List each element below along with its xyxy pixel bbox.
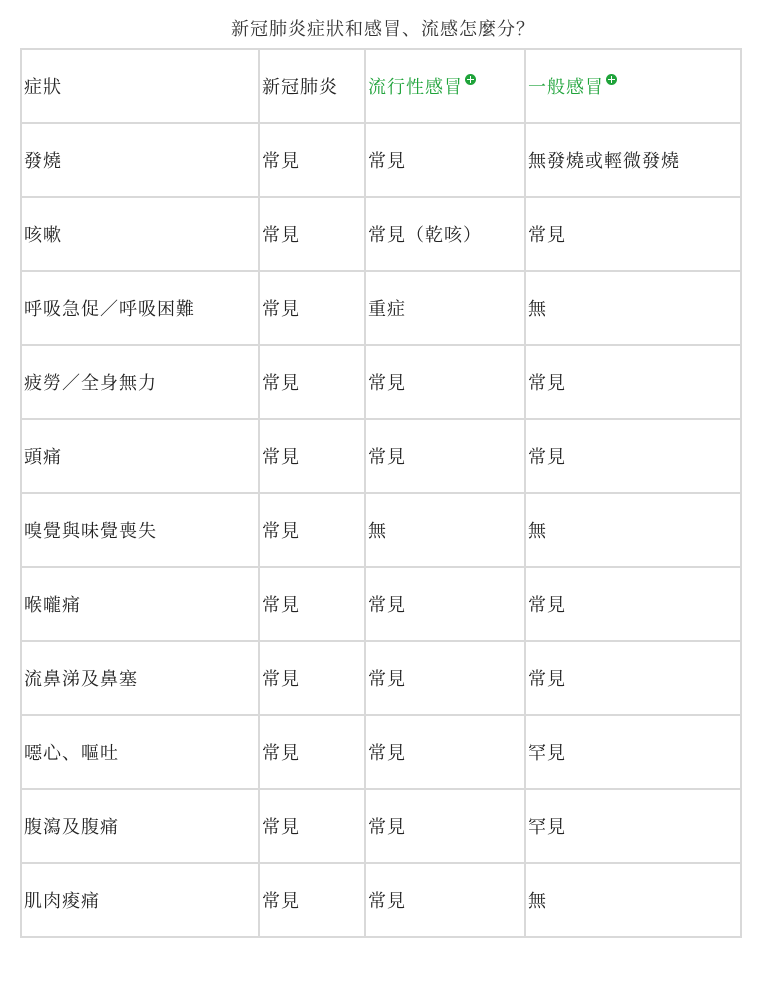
cell-influenza: 常見 (365, 419, 525, 493)
table-row (21, 345, 741, 419)
cell-influenza: 常見（乾咳） (365, 197, 525, 271)
cell-symptom: 嗅覺與味覺喪失 (21, 493, 259, 567)
cell-covid: 常見 (259, 493, 365, 567)
cell-symptom: 呼吸急促／呼吸困難 (21, 271, 259, 345)
header-symptom (21, 49, 259, 123)
cell-influenza: 重症 (365, 271, 525, 345)
table-row (21, 419, 741, 493)
cell-covid: 常見 (259, 345, 365, 419)
cell-common-cold: 無發燒或輕微發燒 (525, 123, 741, 197)
table-caption: 新冠肺炎症狀和感冒、流感怎麼分？ (231, 19, 535, 40)
cell-influenza: 常見 (365, 715, 525, 789)
table-row (21, 197, 741, 271)
cell-influenza: 常見 (365, 863, 525, 937)
table-row (21, 123, 741, 197)
cell-symptom: 肌肉痠痛 (21, 863, 259, 937)
cell-covid: 常見 (259, 863, 365, 937)
cell-influenza: 無 (365, 493, 525, 567)
header-influenza[interactable] (365, 49, 525, 123)
plus-circle-icon[interactable] (465, 74, 476, 85)
cell-influenza: 常見 (365, 567, 525, 641)
cell-covid: 常見 (259, 789, 365, 863)
cell-symptom: 噁心、嘔吐 (21, 715, 259, 789)
table-row (21, 493, 741, 567)
table-row (21, 789, 741, 863)
table-row (21, 271, 741, 345)
header-covid-label: 新冠肺炎 (262, 77, 338, 98)
cell-common-cold: 常見 (525, 197, 741, 271)
cell-symptom: 發燒 (21, 123, 259, 197)
cell-covid: 常見 (259, 715, 365, 789)
cell-symptom: 喉嚨痛 (21, 567, 259, 641)
header-common-cold[interactable] (525, 49, 741, 123)
plus-circle-icon[interactable] (606, 74, 617, 85)
cell-common-cold: 罕見 (525, 715, 741, 789)
cell-influenza: 常見 (365, 789, 525, 863)
cell-common-cold: 常見 (525, 345, 741, 419)
cell-symptom: 頭痛 (21, 419, 259, 493)
cell-common-cold: 無 (525, 863, 741, 937)
cell-common-cold: 罕見 (525, 789, 741, 863)
header-symptom-label: 症狀 (24, 77, 62, 98)
cell-symptom: 流鼻涕及鼻塞 (21, 641, 259, 715)
cell-symptom: 腹瀉及腹痛 (21, 789, 259, 863)
cell-covid: 常見 (259, 123, 365, 197)
cell-symptom: 疲勞／全身無力 (21, 345, 259, 419)
cell-influenza: 常見 (365, 641, 525, 715)
header-influenza-label[interactable]: 流行性感冒 (368, 77, 463, 98)
cell-common-cold: 無 (525, 493, 741, 567)
table-header-row (21, 49, 741, 123)
cell-covid: 常見 (259, 271, 365, 345)
header-common-cold-label[interactable]: 一般感冒 (528, 77, 604, 98)
table-row (21, 567, 741, 641)
cell-common-cold: 無 (525, 271, 741, 345)
cell-influenza: 常見 (365, 123, 525, 197)
cell-covid: 常見 (259, 567, 365, 641)
cell-covid: 常見 (259, 641, 365, 715)
cell-influenza: 常見 (365, 345, 525, 419)
cell-covid: 常見 (259, 197, 365, 271)
cell-symptom: 咳嗽 (21, 197, 259, 271)
table-row (21, 863, 741, 937)
table-row (21, 715, 741, 789)
cell-common-cold: 常見 (525, 419, 741, 493)
cell-common-cold: 常見 (525, 567, 741, 641)
header-covid (259, 49, 365, 123)
symptom-comparison-table (20, 48, 742, 938)
cell-common-cold: 常見 (525, 641, 741, 715)
table-row (21, 641, 741, 715)
cell-covid: 常見 (259, 419, 365, 493)
